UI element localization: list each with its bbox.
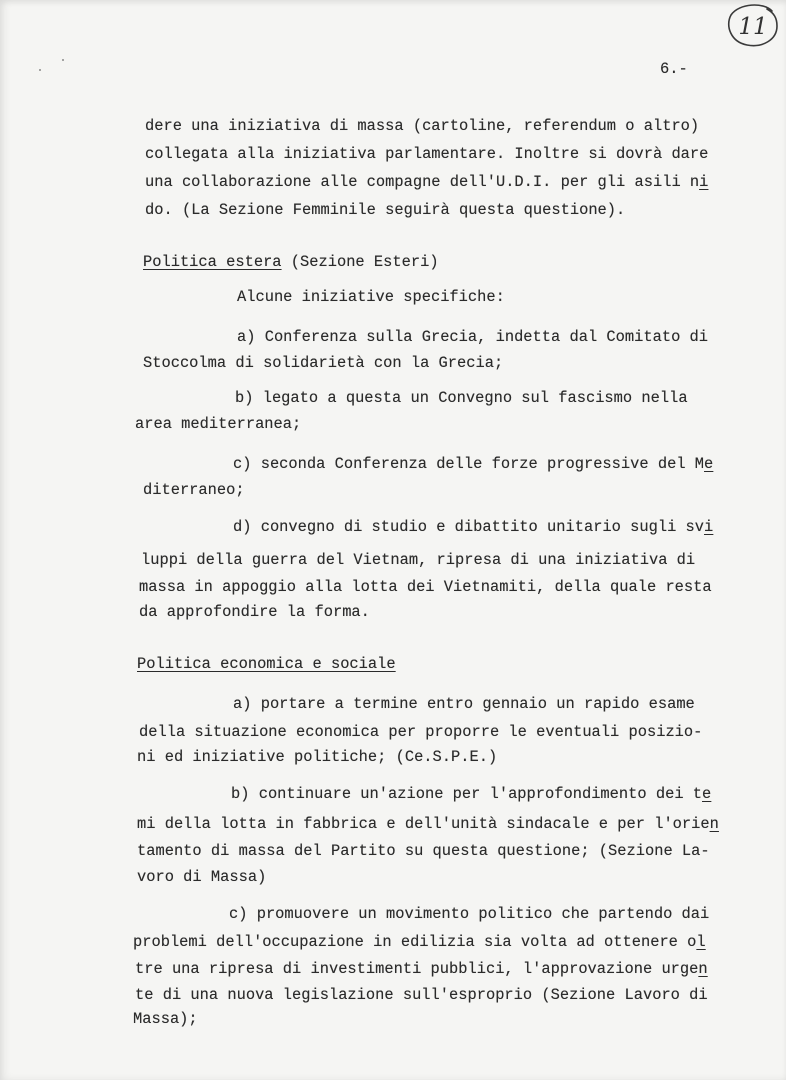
line-text: problemi dell'occupazione in edilizia sia volta ad ottenere o xyxy=(133,933,697,951)
underlined-syllable: l xyxy=(696,933,706,951)
archive-stamp xyxy=(722,1,782,51)
line-text: d) convegno di studio e dibattito unitario sugli sv xyxy=(233,518,705,536)
section-heading: Politica estera xyxy=(143,253,282,271)
text-line xyxy=(145,173,708,191)
underlined-syllable: e xyxy=(704,455,714,473)
text-line xyxy=(231,785,711,803)
text-line: te di una nuova legislazione sull'esproprio (Sezione Lavoro di xyxy=(135,986,708,1004)
text-line: ni ed iniziative politiche; (Ce.S.P.E.) xyxy=(137,748,498,766)
text-line xyxy=(233,518,713,536)
scan-speck xyxy=(62,59,64,61)
text-line: b) legato a questa un Convegno sul fascismo nella xyxy=(235,389,688,407)
underlined-syllable: i xyxy=(704,518,714,536)
underlined-syllable: n xyxy=(698,960,708,978)
underlined-syllable: n xyxy=(709,815,719,833)
line-text: tre una ripresa di investimenti pubblici, l'approvazione urge xyxy=(135,960,699,978)
text-line xyxy=(133,933,706,951)
text-line: dere una iniziativa di massa (cartoline, referendum o altro) xyxy=(145,117,700,135)
text-line: luppi della guerra del Vietnam, ripresa di una iniziativa di xyxy=(141,551,696,569)
text-line xyxy=(137,815,719,833)
text-line: tamento di massa del Partito su questa questione; (Sezione La- xyxy=(137,842,710,860)
section-lead: Alcune iniziative specifiche: xyxy=(237,288,505,306)
section-note: (Sezione Esteri) xyxy=(290,253,439,271)
line-text: c) seconda Conferenza delle forze progressive del M xyxy=(233,455,705,473)
text-line: a) portare a termine entro gennaio un rapido esame xyxy=(233,695,695,713)
text-line: Stoccolma di solidarietà con la Grecia; xyxy=(143,354,504,372)
text-line: c) promuovere un movimento politico che partendo dai xyxy=(229,905,710,923)
underlined-syllable: i xyxy=(699,173,709,191)
stamp-number: 11 xyxy=(738,14,768,40)
scan-speck xyxy=(39,69,41,71)
underlined-syllable: e xyxy=(702,785,712,803)
text-line: Massa); xyxy=(133,1010,198,1028)
text-line xyxy=(135,960,708,978)
text-line: massa in appoggio alla lotta dei Vietnamiti, della quale resta xyxy=(139,578,712,596)
text-line: a) Conferenza sulla Grecia, indetta dal Comitato di xyxy=(237,328,709,346)
line-text: b) continuare un'azione per l'approfondimento dei t xyxy=(231,785,703,803)
text-line xyxy=(233,455,713,473)
page-number: 6.- xyxy=(660,60,688,78)
text-line: della situazione economica per proporre le eventuali posizio- xyxy=(139,723,703,741)
text-line: voro di Massa) xyxy=(137,868,267,886)
text-line: da approfondire la forma. xyxy=(139,603,370,621)
text-line: collegata alla iniziativa parlamentare. Inoltre si dovrà dare xyxy=(145,145,709,163)
line-text: mi della lotta in fabbrica e dell'unità sindacale e per l'orie xyxy=(137,815,710,833)
text-line: diterraneo; xyxy=(143,481,245,499)
line-text: una collaborazione alle compagne dell'U.D.I. per gli asili n xyxy=(145,173,700,191)
section-heading-line xyxy=(143,253,439,271)
section-heading-line xyxy=(137,655,396,673)
text-line: do. (La Sezione Femminile seguirà questa questione). xyxy=(145,201,626,219)
section-heading: Politica economica e sociale xyxy=(137,655,396,673)
text-line: area mediterranea; xyxy=(135,415,302,433)
